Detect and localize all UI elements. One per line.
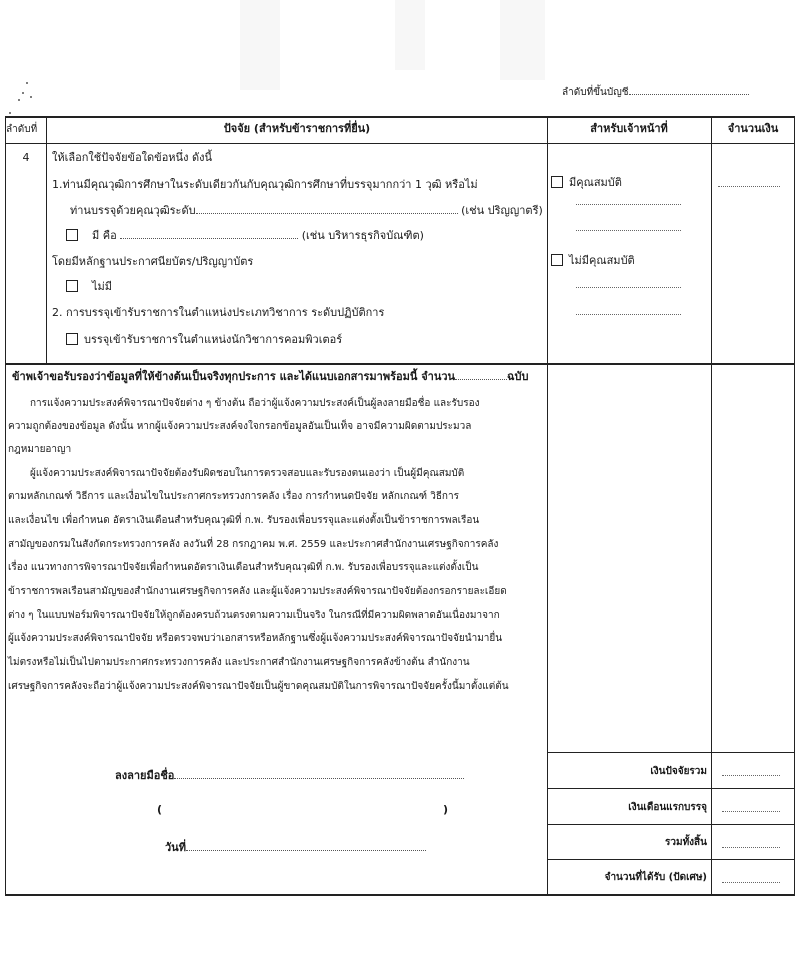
date-field[interactable] xyxy=(186,840,426,851)
no-degree-row xyxy=(66,280,112,294)
evidence-label: โดยมีหลักฐานประกาศนียบัตร/ปริญญาบัตร xyxy=(52,255,254,268)
scan-speck xyxy=(9,112,11,114)
appointed-with-field[interactable] xyxy=(196,203,458,214)
qualified-label: มีคุณสมบัติ xyxy=(569,176,622,189)
attachment-count-field[interactable] xyxy=(455,369,507,380)
unqualified-label: ไม่มีคุณสมบัติ xyxy=(569,254,635,267)
row4-divider xyxy=(5,363,795,365)
summary-label-rounded-amount: จำนวนที่ได้รับ (ปัดเศษ) xyxy=(604,872,707,883)
summary-divider-4 xyxy=(547,859,795,860)
name-open-paren: ( xyxy=(157,803,163,816)
printed-name-field[interactable] xyxy=(170,800,440,818)
scan-artifact xyxy=(240,0,280,90)
column-header-order: ลำดับที่ xyxy=(6,124,38,135)
has-degree-label: มี คือ xyxy=(92,229,117,242)
summary-value-grand-total[interactable] xyxy=(722,847,780,848)
scan-speck xyxy=(22,92,24,94)
table-border-bottom xyxy=(5,894,795,896)
item2-option-label: บรรจุเข้ารับราชการในตำแหน่งนักวิชาการคอมพิวเตอร์ xyxy=(84,333,343,346)
item1-question-text: 1.ท่านมีคุณวุฒิการศึกษาในระดับเดียวกันกับคุณวุฒิการศึกษาที่บรรจุมากกว่า 1 วุฒิ หรือไม่ xyxy=(52,178,478,191)
summary-value-rounded-amount[interactable] xyxy=(722,882,780,883)
para2-line: และเงื่อนไข เพื่อกำหนด อัตราเงินเดือนสำหรับคุณวุฒิที่ ก.พ. รับรองเพื่อบรรจุและแต่งตั้งเป็นข้าราชการพลเรือน xyxy=(8,515,480,526)
col2-divider xyxy=(547,116,548,895)
qualified-note-field-1[interactable] xyxy=(576,204,681,205)
para2-line: ไม่ตรงหรือไม่เป็นไปตามประกาศกระทรวงการคลัง และประกาศสำนักงานเศรษฐกิจการคลังข้างต้น สำนักงาน xyxy=(8,657,470,668)
col1-divider xyxy=(46,116,47,363)
signature-row xyxy=(115,768,464,783)
has-degree-field[interactable] xyxy=(120,228,298,239)
column-header-amount: จำนวนเงิน xyxy=(727,122,779,135)
appointed-with-label: ท่านบรรจุด้วยคุณวุฒิระดับ xyxy=(70,204,196,217)
row-number: 4 xyxy=(22,151,30,164)
item1-question xyxy=(52,178,478,192)
table-border-top xyxy=(5,116,795,118)
scan-artifact xyxy=(500,0,545,80)
list-order-label: ลำดับที่ขึ้นบัญชี xyxy=(562,87,629,98)
date-label: วันที่ xyxy=(165,841,186,854)
qualified-checkbox[interactable] xyxy=(551,176,563,188)
scan-artifact xyxy=(395,0,425,70)
para2-line: ตามหลักเกณฑ์ วิธีการ และเงื่อนไขในประกาศกระทรวงการคลัง เรื่อง การกำหนดปัจจัย หลักเกณฑ์ วิธีการ xyxy=(8,491,459,502)
summary-label-starting-salary: เงินเดือนแรกบรรจุ xyxy=(628,802,707,813)
para2-line: ต่าง ๆ ในแบบฟอร์มพิจารณาปัจจัยให้ถูกต้องครบถ้วนตรงตามความเป็นจริง ในกรณีที่มีความผิดพลาดอันเนื่องมาจาก xyxy=(8,610,500,621)
summary-label-grand-total: รวมทั้งสิ้น xyxy=(665,837,707,848)
item2-option-checkbox[interactable] xyxy=(66,333,78,345)
col3-divider xyxy=(711,116,712,895)
certification-statement xyxy=(12,369,529,384)
para1-line3: กฎหมายอาญา xyxy=(8,444,72,455)
para2-line: เศรษฐกิจการคลังจะถือว่าผู้แจ้งความประสงค์พิจารณาปัจจัยเป็นผู้ขาดคุณสมบัติในการพิจารณาปัจจัยครั้งนี้มาตั้งแต่ต้น xyxy=(8,681,509,692)
scan-speck xyxy=(30,96,32,98)
certification-statement-suffix: ฉบับ xyxy=(507,370,529,383)
unqualified-note-field-1[interactable] xyxy=(576,287,681,288)
list-order-field[interactable] xyxy=(629,84,749,95)
certification-statement-prefix: ข้าพเจ้าขอรับรองว่าข้อมูลที่ให้ข้างต้นเป็นจริงทุกประการ และได้แนบเอกสารมาพร้อมนี้ จำนวน xyxy=(12,370,456,383)
appointed-with-example: (เช่น ปริญญาตรี) xyxy=(461,204,543,217)
appointed-with-row xyxy=(70,203,543,218)
para2-line: ข้าราชการพลเรือนสามัญของสำนักงานเศรษฐกิจการคลัง และผู้แจ้งความประสงค์พิจารณาปัจจัยต้องกรอกรายละเอียด xyxy=(8,586,507,597)
para2-line: ผู้แจ้งความประสงค์พิจารณาปัจจัย หรือตรวจพบว่าเอกสารหรือหลักฐานซึ่งผู้แจ้งความประสงค์พิจารณาปัจจัยนำมายื่น xyxy=(8,633,503,644)
summary-label-factor-total: เงินปัจจัยรวม xyxy=(650,766,707,777)
signature-field[interactable] xyxy=(174,768,464,779)
para2-line: สามัญของกรมในสังกัดกระทรวงการคลัง ลงวันที่ 28 กรกฎาคม พ.ศ. 2559 และประกาศสำนักงานเศรษฐกิจการคลัง xyxy=(8,539,499,550)
item2-text: 2. การบรรจุเข้ารับราชการในตำแหน่งประเภทวิชาการ ระดับปฏิบัติการ xyxy=(52,306,385,319)
has-degree-example: (เช่น บริหารธุรกิจบัณฑิต) xyxy=(301,229,424,242)
has-degree-row xyxy=(66,228,424,243)
has-degree-checkbox[interactable] xyxy=(66,229,78,241)
summary-divider-1 xyxy=(547,752,795,753)
unqualified-checkbox[interactable] xyxy=(551,254,563,266)
item2-option-row xyxy=(66,333,342,347)
unqualified-note-field-2[interactable] xyxy=(576,314,681,315)
summary-value-factor-total[interactable] xyxy=(722,775,780,776)
summary-divider-3 xyxy=(547,824,795,825)
para2-line: ผู้แจ้งความประสงค์พิจารณาปัจจัยต้องรับผิดชอบในการตรวจสอบและรับรองตนเองว่า เป็นผู้มีคุณสมบัติ xyxy=(30,468,465,479)
row-title: ให้เลือกใช้ปัจจัยข้อใดข้อหนึ่ง ดังนี้ xyxy=(52,151,212,164)
para2-line: เรื่อง แนวทางการพิจารณาปัจจัยเพื่อกำหนดอัตราเงินเดือนสำหรับคุณวุฒิที่ ก.พ. รับรองเพื่อบรรจุและแต่งตั้งเป็น xyxy=(8,562,479,573)
qualified-note-field-2[interactable] xyxy=(576,230,681,231)
name-close-paren: ) xyxy=(443,803,449,816)
table-border-left xyxy=(5,116,6,895)
para1-line1: การแจ้งความประสงค์พิจารณาปัจจัยต่าง ๆ ข้างต้น ถือว่าผู้แจ้งความประสงค์เป็นผู้ลงลายมือชื่อ และรับรอง xyxy=(30,398,480,409)
no-degree-checkbox[interactable] xyxy=(66,280,78,292)
summary-value-starting-salary[interactable] xyxy=(722,811,780,812)
column-header-factor: ปัจจัย (สำหรับข้าราชการที่ยื่น) xyxy=(223,122,371,135)
header-divider xyxy=(5,143,795,144)
list-order xyxy=(562,84,749,100)
scan-speck xyxy=(18,99,20,101)
qualified-option xyxy=(551,176,622,190)
date-row xyxy=(165,840,426,855)
no-degree-label: ไม่มี xyxy=(92,280,113,293)
summary-divider-2 xyxy=(547,788,795,789)
para1-line2: ความถูกต้องของข้อมูล ดังนั้น หากผู้แจ้งความประสงค์จงใจกรอกข้อมูลอันเป็นเท็จ อาจมีความผิดตามประมวล xyxy=(8,421,472,432)
scan-speck xyxy=(26,82,28,84)
table-border-right xyxy=(794,116,795,895)
row4-amount-field[interactable] xyxy=(718,186,780,187)
unqualified-option xyxy=(551,254,635,268)
column-header-officer: สำหรับเจ้าหน้าที่ xyxy=(590,122,668,135)
signature-label: ลงลายมือชื่อ xyxy=(115,769,175,782)
